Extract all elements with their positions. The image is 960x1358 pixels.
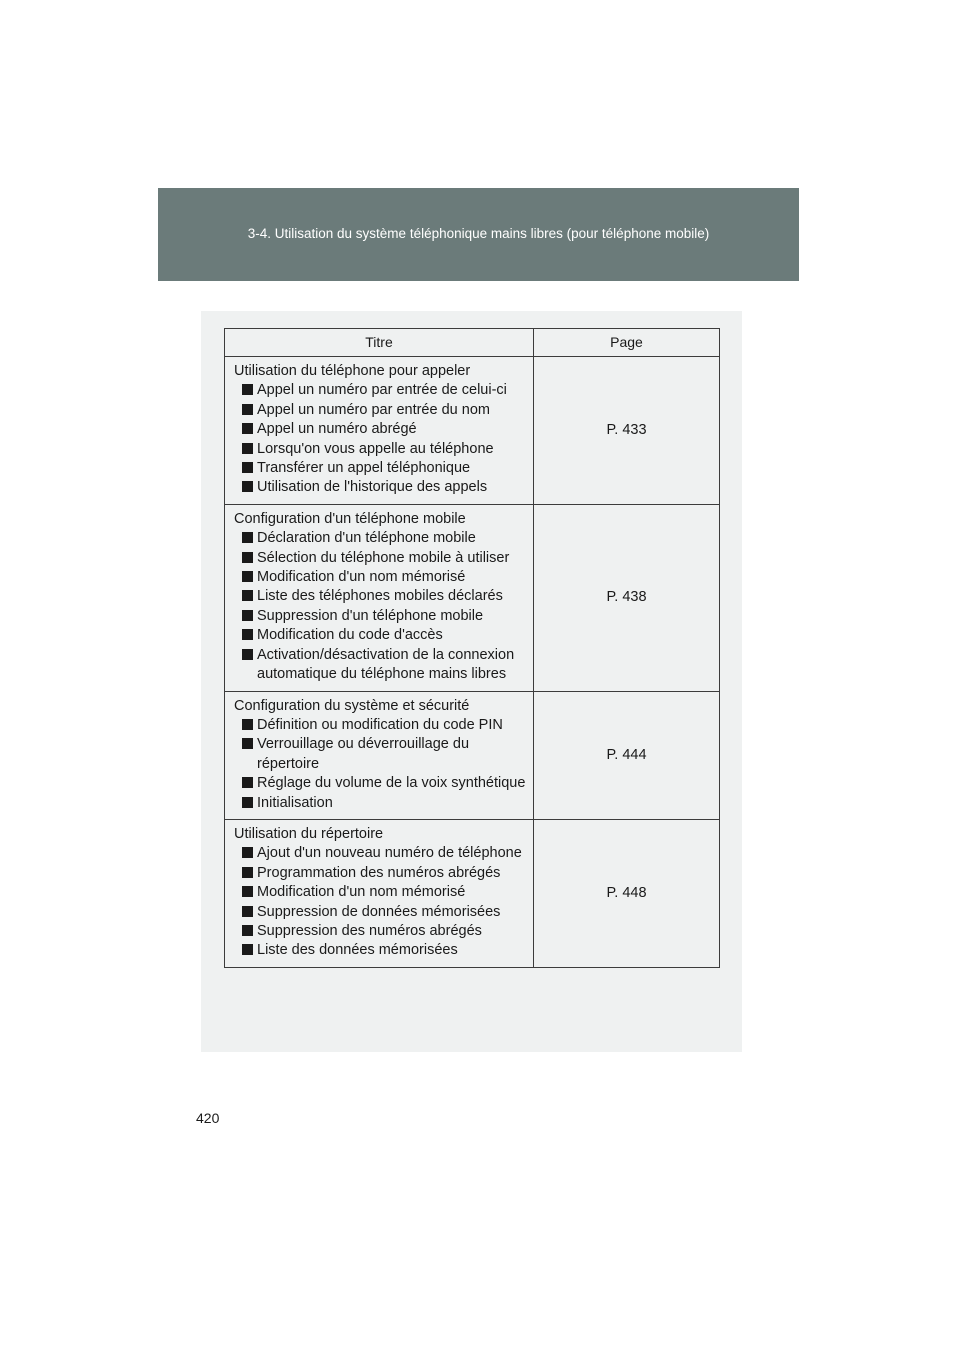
list-item-text: Appel un numéro par entrée du nom bbox=[257, 401, 490, 418]
square-bullet-icon bbox=[242, 867, 253, 878]
list-item-text: Réglage du volume de la voix synthétique bbox=[257, 775, 526, 792]
list-item-text: Ajout d'un nouveau numéro de téléphone bbox=[257, 845, 522, 862]
list-item bbox=[234, 844, 529, 863]
square-bullet-icon bbox=[242, 404, 253, 415]
list-item-text: Appel un numéro abrégé bbox=[257, 421, 417, 438]
list-item bbox=[234, 401, 529, 420]
table-row bbox=[225, 691, 720, 819]
list-item bbox=[234, 626, 529, 645]
title-cell bbox=[225, 504, 534, 691]
list-item-text: Liste des données mémorisées bbox=[257, 942, 458, 959]
section-item-list bbox=[234, 381, 529, 497]
table-header-row bbox=[225, 329, 720, 357]
section-item-list bbox=[234, 844, 529, 960]
square-bullet-icon bbox=[242, 384, 253, 395]
table-row bbox=[225, 504, 720, 691]
section-heading: Utilisation du répertoire bbox=[234, 825, 384, 842]
square-bullet-icon bbox=[242, 590, 253, 601]
list-item bbox=[234, 794, 529, 813]
column-header-title: Titre bbox=[225, 329, 534, 357]
column-header-page: Page bbox=[534, 329, 720, 357]
square-bullet-icon bbox=[242, 552, 253, 563]
list-item-text: Suppression des numéros abrégés bbox=[257, 922, 482, 939]
page-number: 420 bbox=[196, 1110, 220, 1126]
section-heading: Configuration d'un téléphone mobile bbox=[234, 510, 466, 527]
list-item bbox=[234, 774, 529, 793]
page-reference: P. 448 bbox=[534, 819, 720, 967]
list-item-text: Sélection du téléphone mobile à utiliser bbox=[257, 549, 510, 566]
section-heading: Utilisation du téléphone pour appeler bbox=[234, 363, 471, 379]
square-bullet-icon bbox=[242, 443, 253, 454]
list-item bbox=[234, 549, 529, 568]
square-bullet-icon bbox=[242, 777, 253, 788]
square-bullet-icon bbox=[242, 481, 253, 492]
square-bullet-icon bbox=[242, 462, 253, 473]
list-item-text: Activation/désactivation de la connexion automatique du téléphone mains libres bbox=[257, 646, 515, 683]
section-item-list bbox=[234, 716, 529, 813]
list-item-text: Modification d'un nom mémorisé bbox=[257, 884, 466, 901]
chapter-header-band bbox=[158, 188, 799, 281]
list-item bbox=[234, 883, 529, 902]
list-item bbox=[234, 903, 529, 922]
list-item bbox=[234, 716, 529, 735]
table-row bbox=[225, 357, 720, 505]
title-cell bbox=[225, 819, 534, 967]
square-bullet-icon bbox=[242, 886, 253, 897]
square-bullet-icon bbox=[242, 423, 253, 434]
list-item-text: Définition ou modification du code PIN bbox=[257, 716, 503, 733]
square-bullet-icon bbox=[242, 532, 253, 543]
list-item-text: Déclaration d'un téléphone mobile bbox=[257, 530, 476, 547]
table-row bbox=[225, 819, 720, 967]
list-item-text: Initialisation bbox=[257, 794, 333, 811]
list-item bbox=[234, 478, 529, 497]
list-item-text: Utilisation de l'historique des appels bbox=[257, 479, 488, 496]
list-item bbox=[234, 941, 529, 960]
square-bullet-icon bbox=[242, 719, 253, 730]
contents-table bbox=[224, 328, 720, 968]
list-item bbox=[234, 607, 529, 626]
square-bullet-icon bbox=[242, 847, 253, 858]
square-bullet-icon bbox=[242, 571, 253, 582]
list-item-text: Modification du code d'accès bbox=[257, 627, 443, 644]
list-item bbox=[234, 735, 529, 774]
list-item-text: Suppression de données mémorisées bbox=[257, 903, 501, 920]
list-item bbox=[234, 568, 529, 587]
square-bullet-icon bbox=[242, 925, 253, 936]
list-item-text: Liste des téléphones mobiles déclarés bbox=[257, 588, 503, 605]
square-bullet-icon bbox=[242, 906, 253, 917]
list-item-text: Verrouillage ou déverrouillage du répertoire bbox=[257, 736, 470, 772]
section-heading: Configuration du système et sécurité bbox=[234, 697, 470, 714]
square-bullet-icon bbox=[242, 944, 253, 955]
square-bullet-icon bbox=[242, 797, 253, 808]
list-item-text: Lorsqu'on vous appelle au téléphone bbox=[257, 440, 494, 457]
list-item bbox=[234, 646, 529, 685]
title-cell bbox=[225, 691, 534, 819]
section-item-list bbox=[234, 529, 529, 684]
list-item-text: Suppression d'un téléphone mobile bbox=[257, 607, 484, 624]
list-item-text: Transférer un appel téléphonique bbox=[257, 460, 471, 477]
list-item-text: Programmation des numéros abrégés bbox=[257, 864, 501, 881]
list-item bbox=[234, 440, 529, 459]
list-item bbox=[234, 922, 529, 941]
list-item bbox=[234, 587, 529, 606]
square-bullet-icon bbox=[242, 738, 253, 749]
square-bullet-icon bbox=[242, 629, 253, 640]
list-item bbox=[234, 381, 529, 400]
title-cell bbox=[225, 357, 534, 505]
square-bullet-icon bbox=[242, 610, 253, 621]
page-reference: P. 444 bbox=[534, 691, 720, 819]
page-reference: P. 438 bbox=[534, 504, 720, 691]
list-item bbox=[234, 459, 529, 478]
list-item-text: Appel un numéro par entrée de celui-ci bbox=[257, 382, 507, 399]
chapter-title: 3-4. Utilisation du système téléphonique mains libres (pour téléphone mobile) bbox=[247, 226, 710, 241]
list-item bbox=[234, 529, 529, 548]
list-item bbox=[234, 420, 529, 439]
list-item bbox=[234, 864, 529, 883]
list-item-text: Modification d'un nom mémorisé bbox=[257, 569, 466, 586]
page-reference: P. 433 bbox=[534, 357, 720, 505]
square-bullet-icon bbox=[242, 649, 253, 660]
